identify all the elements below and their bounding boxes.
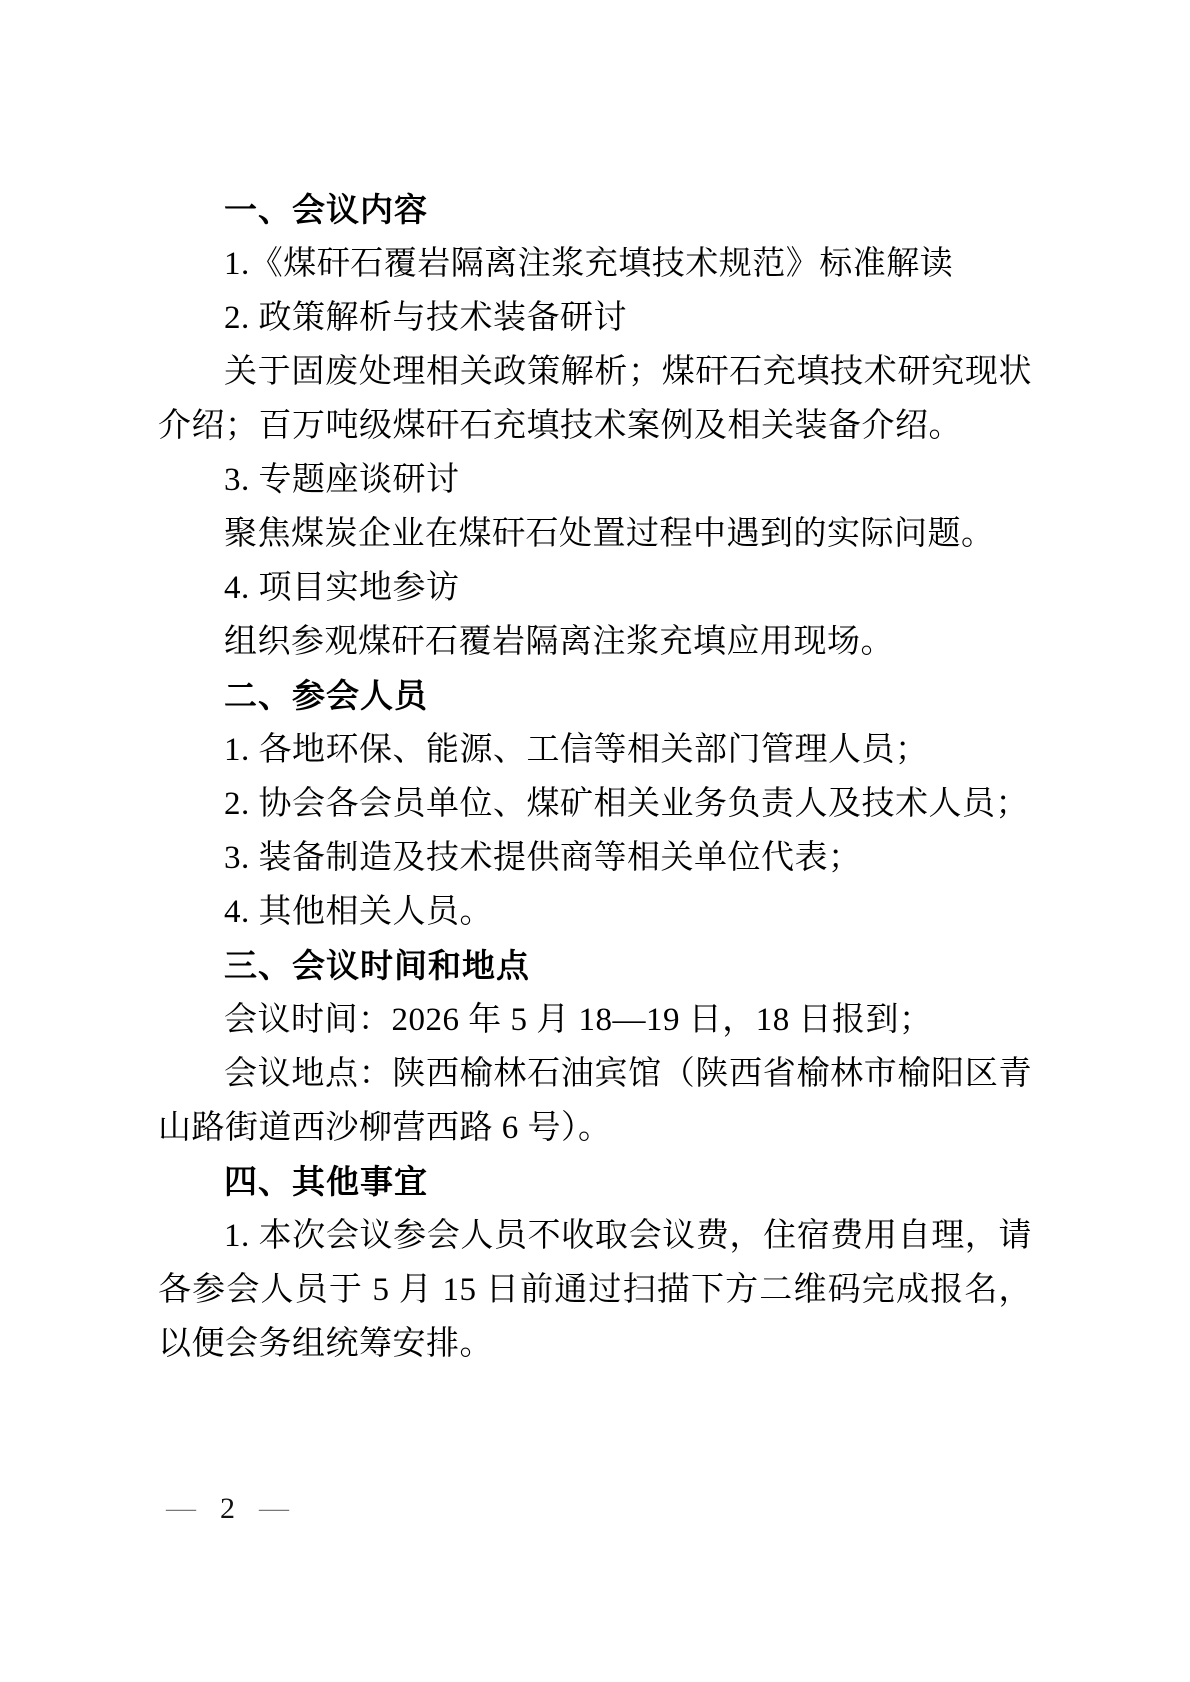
paragraph-forum-detail: 聚焦煤炭企业在煤矸石处置过程中遇到的实际问题。 — [224, 516, 995, 552]
section-heading-participants: 二、参会人员 — [224, 677, 428, 714]
footer-dash-left: — — [166, 1495, 196, 1522]
paragraph-participants-1: 1. 各地环保、能源、工信等相关部门管理人员； — [224, 732, 929, 768]
paragraph-participants-4: 4. 其他相关人员。 — [224, 894, 493, 930]
paragraph-meeting-time: 会议时间：2026 年 5 月 18—19 日，18 日报到； — [224, 1002, 933, 1038]
document-body — [158, 183, 1032, 1371]
section-heading-meeting-content: 一、会议内容 — [224, 191, 428, 228]
section-heading-time-place: 三、会议时间和地点 — [224, 947, 530, 984]
paragraph-policy-detail: 关于固废处理相关政策解析；煤矸石充填技术研究现状介绍；百万吨级煤矸石充填技术案例及相关装备介绍。 — [158, 354, 1032, 444]
paragraph-site-visit-detail: 组织参观煤矸石覆岩隔离注浆充填应用现场。 — [224, 624, 894, 660]
section-heading-other-matters: 四、其他事宜 — [224, 1163, 428, 1200]
paragraph-item-4-site-visit: 4. 项目实地参访 — [224, 570, 460, 606]
page-footer — [166, 1492, 289, 1526]
paragraph-registration-info: 1. 本次会议参会人员不收取会议费，住宿费用自理，请各参会人员于 5 月 15 日前通过扫描下方二维码完成报名，以便会务组统筹安排。 — [158, 1218, 1032, 1362]
paragraph-item-3-forum: 3. 专题座谈研讨 — [224, 462, 460, 498]
page-number: 2 — [220, 1492, 235, 1525]
footer-dash-right: — — [259, 1495, 289, 1522]
paragraph-item-2-policy-seminar: 2. 政策解析与技术装备研讨 — [224, 300, 627, 336]
paragraph-participants-3: 3. 装备制造及技术提供商等相关单位代表； — [224, 840, 862, 876]
paragraph-meeting-place: 会议地点：陕西榆林石油宾馆（陕西省榆林市榆阳区青山路街道西沙柳营西路 6 号）。 — [158, 1056, 1032, 1146]
paragraph-item-1-standard-reading: 1.《煤矸石覆岩隔离注浆充填技术规范》标准解读 — [224, 246, 954, 282]
paragraph-participants-2: 2. 协会各会员单位、煤矿相关业务负责人及技术人员； — [224, 786, 1029, 822]
